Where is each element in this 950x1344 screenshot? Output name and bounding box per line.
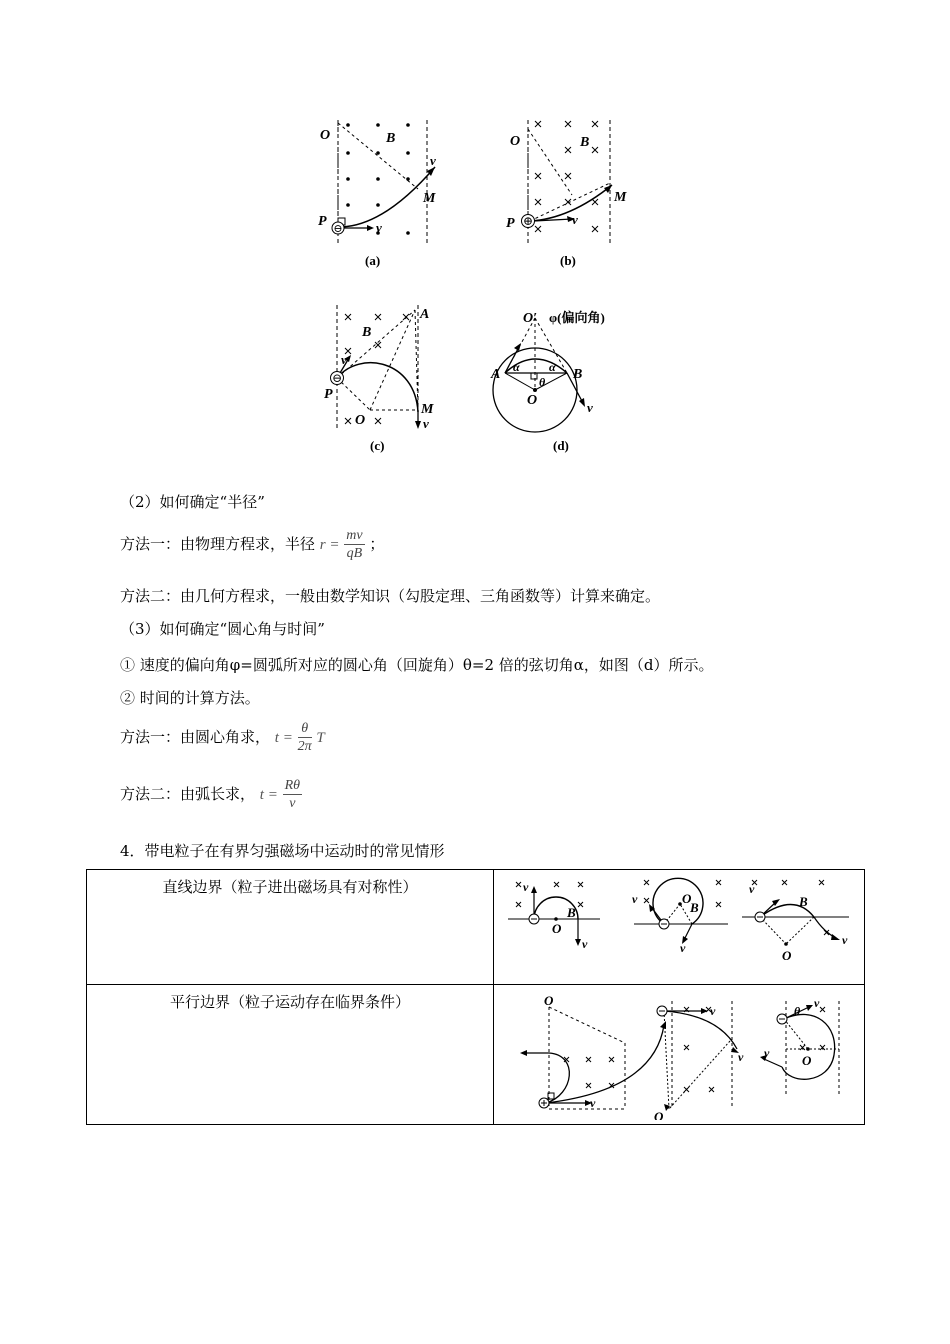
fig-d-label-A: A bbox=[491, 367, 501, 382]
angle-title: （3）如何确定“圆心角与时间” bbox=[120, 620, 325, 638]
straight-boundary-figures bbox=[494, 870, 864, 980]
r2-f1-v: v bbox=[590, 1096, 596, 1110]
fig-c-label-B: B bbox=[362, 325, 372, 340]
method2: 方法二：由几何方程求，一般由数学知识（勾股定理、三角函数等）计算来确定。 bbox=[120, 587, 661, 605]
figure-a bbox=[310, 115, 460, 275]
fig-a-label-v-curve: v bbox=[430, 153, 436, 168]
time-method2-prefix: 方法二：由弧长求， bbox=[120, 785, 256, 803]
row2-label: 平行边界（粒子运动存在临界条件） bbox=[87, 985, 494, 1125]
r1-f2-O: O bbox=[682, 891, 692, 906]
time1-den: 2π bbox=[297, 739, 312, 754]
fig-c-label-M: M bbox=[421, 402, 434, 417]
r1-f3-v2: v bbox=[842, 933, 848, 947]
method1-line bbox=[120, 527, 384, 563]
fig-b-charge: ⊕ bbox=[522, 214, 534, 228]
figure-b bbox=[500, 115, 650, 275]
table-row bbox=[87, 985, 865, 1125]
figure-c bbox=[315, 300, 465, 460]
table-row bbox=[87, 870, 865, 985]
fig-b-label-M: M bbox=[614, 190, 627, 205]
fig-c-caption: (c) bbox=[370, 438, 385, 453]
fig-d-label-theta: θ bbox=[539, 375, 546, 389]
parallel-boundary-figures bbox=[494, 985, 864, 1120]
r1-f1-v2: v bbox=[582, 937, 588, 951]
fig-c-label-A: A bbox=[420, 307, 430, 322]
fig-b-label-v: v bbox=[572, 212, 578, 227]
item1: ① 速度的偏向角φ=圆弧所对应的圆心角（回旋角）θ=2 倍的弦切角α，如图（d）所示。 bbox=[120, 656, 714, 674]
r2-f3-theta: θ bbox=[794, 1004, 801, 1018]
fig-a-charge: ⊖ bbox=[333, 223, 343, 235]
fig-c-label-v-start: v bbox=[341, 352, 347, 367]
fig-c-charge: ⊖ bbox=[331, 371, 343, 385]
time-method1-line bbox=[120, 720, 325, 756]
radius-title: （2）如何确定“半径” bbox=[120, 493, 265, 511]
r1-f1-B: B bbox=[567, 905, 576, 920]
row2-figures bbox=[494, 985, 865, 1125]
fig-b-label-O: O bbox=[510, 134, 521, 149]
time2-num: Rθ bbox=[284, 778, 301, 793]
time1-fraction bbox=[298, 720, 312, 756]
radius-den: qB bbox=[346, 546, 363, 561]
time2-den: v bbox=[289, 796, 296, 811]
r1-f3-O: O bbox=[782, 948, 792, 963]
r2-f2-O: O bbox=[654, 1109, 664, 1120]
fig-a-label-B: B bbox=[386, 131, 396, 146]
time1-num: θ bbox=[298, 720, 312, 738]
r2-f3-v2: v bbox=[764, 1046, 770, 1060]
fig-b-label-P: P bbox=[506, 216, 515, 231]
time2-lhs: t = bbox=[259, 787, 278, 803]
fig-d-caption: (d) bbox=[553, 438, 569, 453]
fig-c-label-v-end: v bbox=[423, 416, 429, 431]
heading-4: 4．带电粒子在有界匀强磁场中运动时的常见情形 bbox=[120, 842, 445, 860]
r2-f2-v2: v bbox=[738, 1050, 744, 1064]
r1-f3-B: B bbox=[799, 894, 808, 909]
r1-f1-v1: v bbox=[523, 880, 529, 894]
r1-f1-O: O bbox=[552, 921, 562, 936]
fig-a-caption: (a) bbox=[365, 253, 381, 268]
fig-a-label-M: M bbox=[423, 191, 436, 206]
figure-d bbox=[485, 300, 645, 460]
time1-lhs: t = bbox=[274, 730, 293, 746]
fig-d-label-v: v bbox=[587, 400, 593, 415]
fig-d-label-alpha-left: α bbox=[513, 360, 520, 374]
fig-c-label-O: O bbox=[355, 413, 366, 428]
radius-lhs: r = bbox=[319, 537, 340, 553]
method1-prefix: 方法一：由物理方程求，半径 bbox=[120, 535, 316, 553]
r2-f3-v1: v bbox=[814, 996, 820, 1010]
r1-f3-v1: v bbox=[749, 882, 755, 896]
radius-num: mv bbox=[346, 528, 363, 543]
fig-b-caption: (b) bbox=[560, 253, 576, 268]
fig-a-label-P: P bbox=[318, 214, 327, 229]
time-method2-line bbox=[120, 777, 302, 813]
fig-b-label-B: B bbox=[580, 135, 590, 150]
fig-d-label-alpha-right: α bbox=[549, 360, 556, 374]
fig-d-label-O2: O′ bbox=[523, 311, 538, 326]
r2-f2-v1: v bbox=[710, 1004, 716, 1018]
fig-c-label-P: P bbox=[324, 387, 333, 402]
row1-figures bbox=[494, 870, 865, 985]
method1-suffix: ； bbox=[369, 535, 385, 553]
row1-label: 直线边界（粒子进出磁场具有对称性） bbox=[87, 870, 494, 985]
r1-f2-v2: v bbox=[680, 941, 686, 955]
radius-fraction bbox=[344, 527, 364, 563]
fig-a-label-v-init: v bbox=[376, 220, 382, 235]
r1-f2-B: B bbox=[690, 900, 699, 915]
r2-f3-O: O bbox=[802, 1053, 812, 1068]
fig-d-label-O: O bbox=[527, 393, 538, 408]
fig-d-label-B: B bbox=[573, 367, 583, 382]
time1-rhs: T bbox=[316, 730, 325, 746]
time-method1-prefix: 方法一：由圆心角求， bbox=[120, 728, 271, 746]
fig-d-label-phi: φ(偏向角) bbox=[549, 310, 605, 325]
r2-f1-O: O bbox=[544, 993, 554, 1008]
cases-table bbox=[86, 869, 865, 1125]
r1-f2-v1: v bbox=[632, 892, 638, 906]
time2-fraction bbox=[283, 777, 302, 813]
fig-a-label-O: O bbox=[320, 128, 331, 143]
item2: ② 时间的计算方法。 bbox=[120, 689, 260, 707]
